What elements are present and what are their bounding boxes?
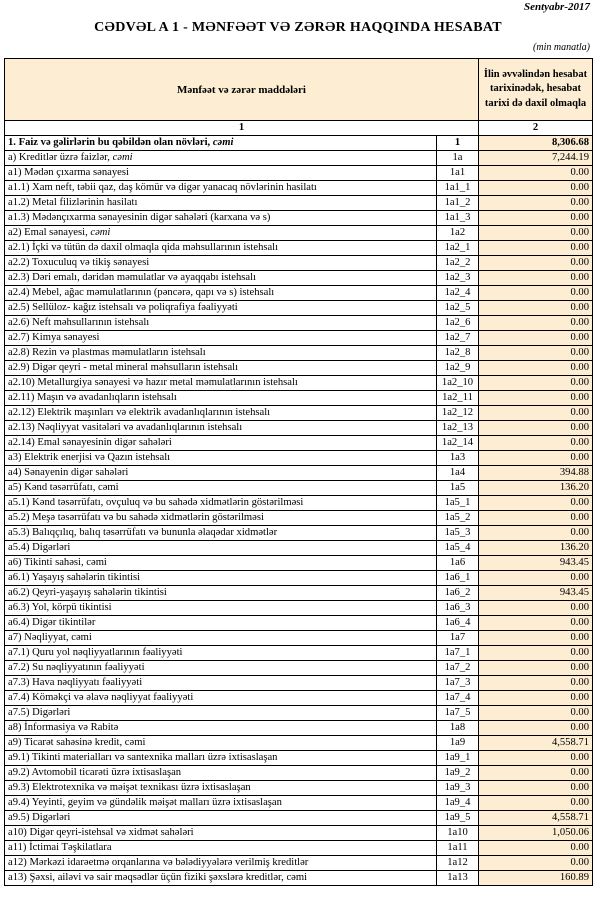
row-label [5,541,437,556]
row-value: 0.00 [479,226,593,241]
table-row [5,241,593,256]
row-label-text: a6.1) Yaşayış sahələrin tikintisi [8,572,141,583]
table-row [5,856,593,871]
row-label-text: a1.1) Xam neft, təbii qaz, daş kömür və digər yanacaq növlərinin hasilatı [8,182,317,193]
table-row [5,151,593,166]
row-label-text: a5.2) Meşə təsərrüfatı və bu sahədə xidmətlərin göstərilməsi [8,512,264,523]
row-code: 1a2_6 [437,316,479,331]
report-date: Sentyabr-2017 [524,1,590,13]
table-row [5,556,593,571]
row-label [5,316,437,331]
row-label [5,721,437,736]
row-code: 1a7_5 [437,706,479,721]
row-label-text: a2.11) Maşın və avadanlıqların istehsalı [8,392,177,403]
table-row [5,646,593,661]
row-label-text: a10) Digər qeyri-istehsal və xidmət sahələri [8,827,194,838]
row-label [5,331,437,346]
table-row [5,826,593,841]
table-row [5,211,593,226]
row-label [5,391,437,406]
row-label [5,736,437,751]
row-label [5,526,437,541]
row-code: 1a9_4 [437,796,479,811]
row-label-text: a2.9) Digər qeyri - metal mineral məhsulların istehsalı [8,362,239,373]
row-code: 1a4 [437,466,479,481]
table-row [5,346,593,361]
row-value: 0.00 [479,211,593,226]
table-row [5,721,593,736]
table-row [5,376,593,391]
row-code: 1a2_2 [437,256,479,271]
row-value: 0.00 [479,421,593,436]
row-label-suffix: cəmi [112,152,133,163]
row-label-text: a9) Ticarət sahəsinə kredit, cəmi [8,737,146,748]
row-code: 1a2_13 [437,421,479,436]
row-code: 1a1_3 [437,211,479,226]
row-label-text: a2.6) Neft məhsullarının istehsalı [8,317,150,328]
row-code: 1a5_1 [437,496,479,511]
row-label [5,586,437,601]
row-label [5,136,437,151]
row-label [5,601,437,616]
row-code: 1a13 [437,871,479,886]
row-value: 0.00 [479,301,593,316]
row-label [5,856,437,871]
row-label [5,451,437,466]
row-label-text: a1) Mədən çıxarma sənayesi [8,167,129,178]
row-value: 0.00 [479,346,593,361]
row-label-text: a2.7) Kimya sənayesi [8,332,100,343]
table-row [5,571,593,586]
table-row [5,181,593,196]
row-value: 0.00 [479,571,593,586]
row-label [5,301,437,316]
table-row [5,316,593,331]
row-label-text: a2.10) Metallurgiya sənayesi və hazır metal məmulatlarının istehsalı [8,377,298,388]
row-code: 1a1 [437,166,479,181]
row-label [5,361,437,376]
row-label-text: a7.2) Su nəqliyyatının fəaliyyəti [8,662,145,673]
table-row [5,466,593,481]
row-value: 0.00 [479,646,593,661]
table-row [5,736,593,751]
row-value: 0.00 [479,691,593,706]
table-row [5,661,593,676]
row-label-text: a7) Nəqliyyat, cəmi [8,632,92,643]
row-label-text: a13) Şəxsi, ailəvi və sair məqsədlər üçün fiziki şəxslərə kreditlər, cəmi [8,872,308,883]
row-label [5,376,437,391]
row-value: 943.45 [479,556,593,571]
row-label [5,481,437,496]
row-label-text: a2.2) Toxuculuq və tikiş sənayesi [8,257,150,268]
row-label-text: a5.4) Digərləri [8,542,71,553]
row-code: 1a1_1 [437,181,479,196]
row-label [5,871,437,886]
row-label-text: a5.3) Balıqçılıq, balıq təsərrüfatı və bununla əlaqədar xidmətlər [8,527,278,538]
row-code: 1a2_3 [437,271,479,286]
row-label-text: a2.4) Mebel, ağac məmulatlarının (pəncərə, qapı və s) istehsalı [8,287,275,298]
row-value: 0.00 [479,781,593,796]
row-value: 0.00 [479,436,593,451]
profit-loss-table [4,58,593,886]
row-value: 0.00 [479,361,593,376]
row-value: 0.00 [479,856,593,871]
row-code: 1a7_3 [437,676,479,691]
table-row [5,421,593,436]
row-label [5,511,437,526]
row-label [5,421,437,436]
row-label [5,661,437,676]
table-row [5,331,593,346]
row-label [5,691,437,706]
row-code: 1a6_4 [437,616,479,631]
row-label-text: 1. Faiz və gəlirlərin bu qəbildən olan növləri, [8,137,213,148]
row-value: 0.00 [479,676,593,691]
table-row [5,601,593,616]
table-row [5,451,593,466]
row-label [5,181,437,196]
table-row [5,691,593,706]
table-row [5,391,593,406]
row-code: 1a8 [437,721,479,736]
table-row [5,751,593,766]
row-label-text: a7.5) Digərləri [8,707,71,718]
row-value: 136.20 [479,481,593,496]
page-title: CƏDVƏL A 1 - MƏNFƏƏT VƏ ZƏRƏR HAQQINDA HESABAT [94,20,502,35]
row-label-text: a4) Sənayenin digər sahələri [8,467,129,478]
row-value: 0.00 [479,196,593,211]
table-row [5,136,593,151]
row-value: 0.00 [479,601,593,616]
row-label [5,616,437,631]
table-row [5,586,593,601]
table-row [5,286,593,301]
table-body [5,136,593,886]
row-code: 1a9_5 [437,811,479,826]
row-value: 0.00 [479,841,593,856]
row-value: 4,558.71 [479,811,593,826]
row-code: 1a5 [437,481,479,496]
row-label-text: a2.1) İçki və tütün də daxil olmaqla qida məhsullarının istehsalı [8,242,279,253]
row-code: 1a7_2 [437,661,479,676]
row-label [5,841,437,856]
row-value: 4,558.71 [479,736,593,751]
row-label [5,271,437,286]
column-number-1: 1 [5,121,479,136]
table-row [5,811,593,826]
row-value: 7,244.19 [479,151,593,166]
row-label-text: a9.1) Tikinti materialları və santexnika malları üzrə ixtisaslaşan [8,752,278,763]
row-label-text: a2.14) Emal sənayesinin digər sahələri [8,437,172,448]
row-label-suffix: cəmi [212,137,234,148]
row-code: 1a9_3 [437,781,479,796]
column-number-2: 2 [479,121,593,136]
row-label-text: a7.3) Hava nəqliyyatı fəaliyyəti [8,677,143,688]
row-code: 1a7_1 [437,646,479,661]
table-row [5,226,593,241]
row-label-text: a) Kreditlər üzrə faizlər, [8,152,113,163]
row-code: 1a3 [437,451,479,466]
table-row [5,676,593,691]
row-label [5,436,437,451]
row-label [5,226,437,241]
row-label-text: a8) İnformasiya və Rabitə [8,722,119,733]
row-code: 1a2_8 [437,346,479,361]
row-code: 1a1_2 [437,196,479,211]
row-label [5,556,437,571]
row-value: 0.00 [479,286,593,301]
row-value: 1,050.06 [479,826,593,841]
row-value: 0.00 [479,166,593,181]
row-label-text: a9.2) Avtomobil ticarəti üzrə ixtisaslaşan [8,767,182,778]
row-label-text: a9.3) Elektrotexnika və məişət texnikası üzrə ixtisaslaşan [8,782,251,793]
column-header-value: İlin əvvəlindən hesabat tarixinədək, hesabat tarixi də daxil olmaqla [479,59,593,121]
row-label [5,781,437,796]
row-label [5,256,437,271]
row-label [5,706,437,721]
table-row [5,781,593,796]
row-label-text: a2.5) Sellüloz- kağız istehsalı və poliqrafiya fəaliyyəti [8,302,238,313]
row-code: 1a6 [437,556,479,571]
row-label-text: a2) Emal sənayesi, [8,227,91,238]
row-value: 0.00 [479,796,593,811]
row-label-text: a1.3) Mədənçıxarma sənayesinin digər sahələri (karxana və s) [8,212,271,223]
row-value: 0.00 [479,631,593,646]
row-code: 1a7_4 [437,691,479,706]
row-code: 1a9_1 [437,751,479,766]
row-code: 1a2_7 [437,331,479,346]
row-label-text: a5.1) Kənd təsərrüfatı, ovçuluq və bu sahədə xidmətlərin göstərilməsi [8,497,304,508]
table-row [5,616,593,631]
row-label [5,811,437,826]
row-code: 1a2_14 [437,436,479,451]
row-label [5,766,437,781]
row-code: 1a2_5 [437,301,479,316]
table-row [5,256,593,271]
row-value: 0.00 [479,706,593,721]
row-label-text: a6) Tikinti sahəsi, cəmi [8,557,107,568]
row-label-text: a6.4) Digər tikintilər [8,617,96,628]
row-label [5,571,437,586]
row-label-text: a11) İctimai Təşkilatlara [8,842,112,853]
table-row [5,796,593,811]
row-label-text: a6.2) Qeyri-yaşayış sahələrin tikintisi [8,587,167,598]
row-label-text: a12) Mərkəzi idarəetmə orqanlarına və bələdiyyələrə verilmiş kreditlər [8,857,309,868]
row-code: 1a2_10 [437,376,479,391]
row-code: 1a5_3 [437,526,479,541]
row-value: 0.00 [479,406,593,421]
row-label-text: a6.3) Yol, körpü tikintisi [8,602,112,613]
row-code: 1a2_11 [437,391,479,406]
row-code: 1a2_12 [437,406,479,421]
row-label-text: a7.1) Quru yol nəqliyyatlarının fəaliyyəti [8,647,183,658]
table-row [5,871,593,886]
row-label [5,466,437,481]
row-value: 0.00 [479,661,593,676]
row-label [5,676,437,691]
row-value: 0.00 [479,271,593,286]
row-label-text: a7.4) Köməkçi və əlavə nəqliyyat fəaliyyəti [8,692,194,703]
row-value: 0.00 [479,331,593,346]
row-code: 1a6_2 [437,586,479,601]
row-value: 160.89 [479,871,593,886]
row-value: 0.00 [479,316,593,331]
row-value: 0.00 [479,766,593,781]
row-label [5,286,437,301]
row-label-text: a9.5) Digərləri [8,812,71,823]
row-label [5,346,437,361]
table-row [5,481,593,496]
row-code: 1a2_1 [437,241,479,256]
row-code: 1a2_4 [437,286,479,301]
table-row [5,361,593,376]
row-code: 1 [437,136,479,151]
row-code: 1a5_4 [437,541,479,556]
row-code: 1a11 [437,841,479,856]
row-value: 0.00 [479,181,593,196]
table-row [5,166,593,181]
row-code: 1a6_3 [437,601,479,616]
row-label [5,151,437,166]
row-code: 1a6_1 [437,571,479,586]
table-row [5,406,593,421]
table-row [5,706,593,721]
row-label-suffix: cəmi [90,227,111,238]
row-code: 1a [437,151,479,166]
table-row [5,196,593,211]
row-label-text: a2.3) Dəri emalı, dəridən məmulatlar və ayaqqabı istehsalı [8,272,256,283]
row-label [5,211,437,226]
row-code: 1a5_2 [437,511,479,526]
row-label [5,406,437,421]
row-value: 0.00 [479,376,593,391]
row-label [5,751,437,766]
table-row [5,541,593,556]
row-value: 0.00 [479,451,593,466]
row-label-text: a2.12) Elektrik maşınları və elektrik avadanlıqlarının istehsalı [8,407,271,418]
row-value: 0.00 [479,526,593,541]
row-label [5,166,437,181]
row-value: 0.00 [479,241,593,256]
table-row [5,271,593,286]
table-row [5,766,593,781]
row-label-text: a9.4) Yeyinti, geyim və gündəlik məişət malları üzrə ixtisaslaşan [8,797,282,808]
row-label [5,196,437,211]
table-row [5,496,593,511]
row-value: 136.20 [479,541,593,556]
row-label-text: a1.2) Metal filizlərinin hasilatı [8,197,138,208]
row-code: 1a2 [437,226,479,241]
row-value: 0.00 [479,721,593,736]
table-row [5,436,593,451]
row-label [5,796,437,811]
row-code: 1a9_2 [437,766,479,781]
row-label [5,496,437,511]
row-value: 0.00 [479,496,593,511]
table-row [5,301,593,316]
row-label-text: a3) Elektrik enerjisi və Qazın istehsalı [8,452,171,463]
table-row [5,631,593,646]
row-label [5,646,437,661]
row-label [5,826,437,841]
row-label-text: a2.13) Nəqliyyat vasitələri və avadanlıqlarının istehsalı [8,422,243,433]
row-code: 1a12 [437,856,479,871]
row-code: 1a9 [437,736,479,751]
table-row [5,511,593,526]
row-value: 0.00 [479,391,593,406]
row-code: 1a2_9 [437,361,479,376]
row-value: 0.00 [479,751,593,766]
table-row [5,841,593,856]
row-value: 8,306.68 [479,136,593,151]
table-row [5,526,593,541]
row-value: 0.00 [479,511,593,526]
row-code: 1a7 [437,631,479,646]
row-label [5,241,437,256]
row-code: 1a10 [437,826,479,841]
column-header-items: Mənfəət və zərər maddələri [5,59,479,121]
row-label-text: a5) Kənd təsərrüfatı, cəmi [8,482,119,493]
row-value: 0.00 [479,256,593,271]
row-label-text: a2.8) Rezin və plastmas məmulatların istehsalı [8,347,206,358]
row-value: 943.45 [479,586,593,601]
row-label [5,631,437,646]
units-note: (min manatla) [533,42,590,53]
row-value: 394.88 [479,466,593,481]
row-value: 0.00 [479,616,593,631]
